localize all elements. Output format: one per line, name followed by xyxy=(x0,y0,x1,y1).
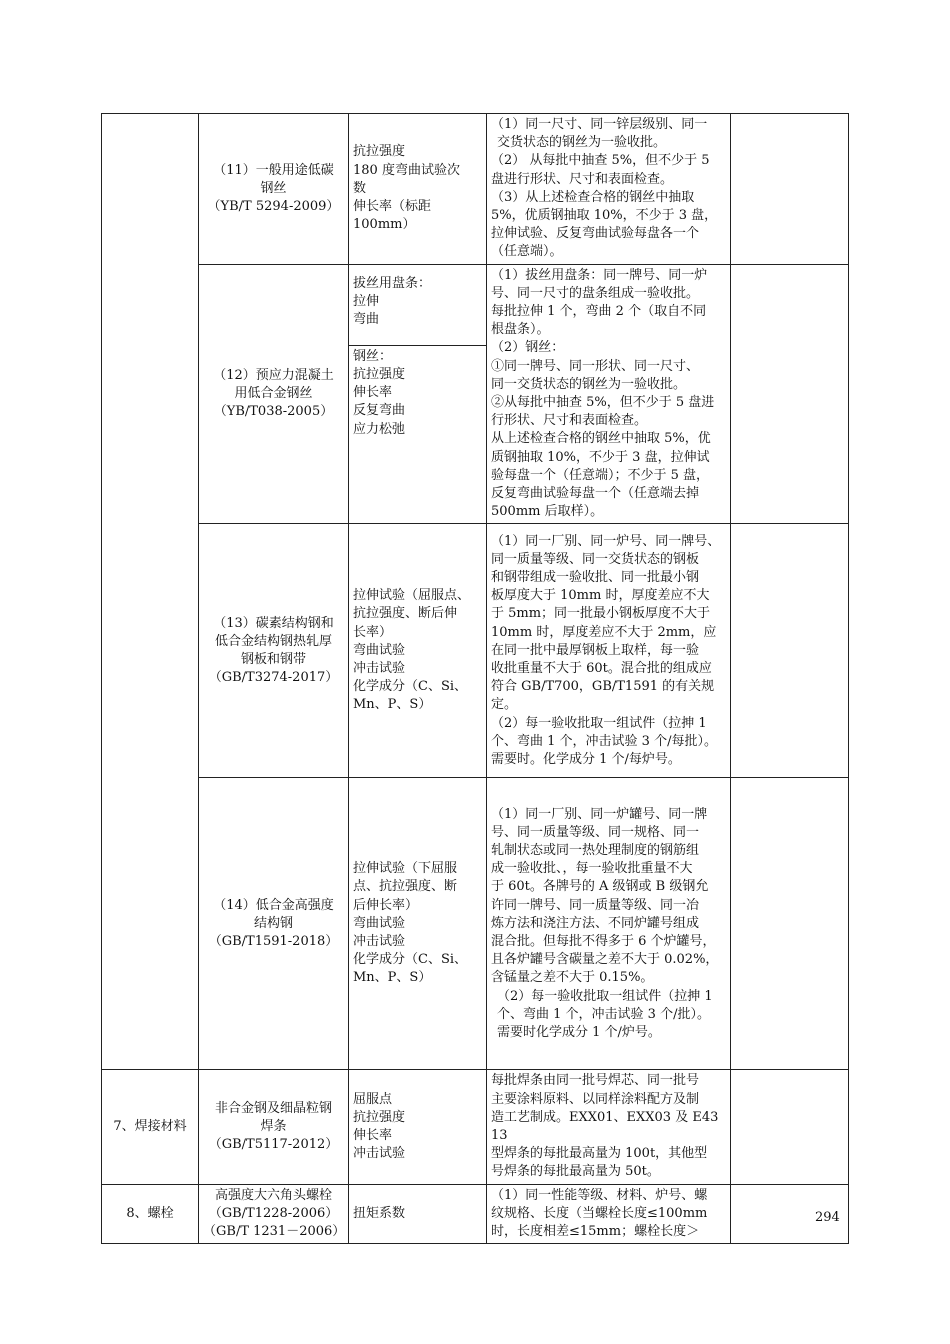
table-row xyxy=(102,524,849,778)
sampling-rule-cell: （1）同一厂别、同一炉号、同一牌号、 同一质量等级、同一交货状态的钢板 和钢带组成一验收批、同一批最小钢 板厚度大于 10mm 时，厚度差应不大 于 5mm；同一批最小钢板厚度不大于 10mm 时，厚度差应不大于 2mm，应 在同一批中最厚钢板上取样，每一验 收批重量不大于 60t。混合批的组成应 符合 GB/T700，GB/T1591 的有关规 定。 （2）每一验收批取一组试件（拉抻 1 个、弯曲 1 个，冲击试验 3 个/每批）。 需要时。化学成分 1 个/每炉号。 xyxy=(487,524,731,778)
standard-cell: （12）预应力混凝土 用低合金钢丝 （YB/T038-2005） xyxy=(199,264,349,524)
remarks-cell xyxy=(731,524,849,778)
test-items-cell: 拉伸试验（屈服点、 抗拉强度、断后伸 长率） 弯曲试验 冲击试验 化学成分（C、Si、 Mn、P、S） xyxy=(349,524,487,778)
standard-cell: 非合金钢及细晶粒钢 焊条 （GB/T5117-2012） xyxy=(199,1070,349,1184)
sampling-rule-cell: （1）拔丝用盘条：同一牌号、同一炉 号、同一尺寸的盘条组成一验收批。 每批拉伸 1 个，弯曲 2 个（取自不同 根盘条）。 （2）钢丝： ①同一牌号、同一形状、同一尺寸、 同一交货状态的钢丝为一验收批。 ②从每批中抽查 5%，但不少于 5 盘进 行形状、尺寸和表面检查。 从上述检查合格的钢丝中抽取 5%，优 质钢抽取 10%，不少于 3 盘，拉伸试 验每盘一个（任意端）；不少于 5 盘， 反复弯曲试验每盘一个（任意端去掉 500mm 后取样）。 xyxy=(487,264,731,524)
standard-cell: （11）一般用途低碳 钢丝 （YB/T 5294-2009） xyxy=(199,114,349,265)
material-test-table xyxy=(101,113,849,1244)
sampling-rule-cell: （1）同一厂别、同一炉罐号、同一牌 号、同一质量等级、同一规格、同一 轧制状态或同一热处理制度的钢筋组 成一验收批、，每一验收批重量不大 于 60t。各牌号的 A 级钢或 B 级钢允 许同一牌号、同一质量等级、同一冶 炼方法和浇注方法、不同炉罐号组成 混合批。但每批不得多于 6 个炉罐号， 且各炉罐号含碳量之差不大于 0.02%， 含锰量之差不大于 0.15%。 （2）每一验收批取一组试件（拉抻 1 个、弯曲 1 个，冲击试验 3 个/批）。 需要时化学成分 1 个/炉号。 xyxy=(487,778,731,1070)
standard-cell: 高强度大六角头螺栓 （GB/T1228-2006） （GB/T 1231－2006） xyxy=(199,1184,349,1244)
test-items-cell: 屈服点 抗拉强度 伸长率 冲击试验 xyxy=(349,1070,487,1184)
test-items-cell: 抗拉强度 180 度弯曲试验次 数 伸长率（标距 100mm） xyxy=(349,114,487,265)
sampling-rule-cell: （1）同一尺寸、同一锌层级别、同一 交货状态的钢丝为一验收批。 （2） 从每批中抽查 5%，但不少于 5 盘进行形状、尺寸和表面检查。 （3）从上述检查合格的钢丝中抽取 5%，优质钢抽取 10%，不少于 3 盘， 拉伸试验、反复弯曲试验每盘各一个 （任意端）。 xyxy=(487,114,731,265)
table-row xyxy=(102,778,849,1070)
sampling-rule-cell: （1）同一性能等级、材料、炉号、螺 纹规格、长度（当螺栓长度≤100mm 时，长度相差≤15mm；螺栓长度＞ xyxy=(487,1184,731,1244)
standard-cell: （14）低合金高强度 结构钢 （GB/T1591-2018） xyxy=(199,778,349,1070)
remarks-cell xyxy=(731,114,849,265)
remarks-cell xyxy=(731,264,849,524)
category-cell: 8、螺栓 xyxy=(102,1184,199,1244)
table-row xyxy=(102,114,849,265)
remarks-cell xyxy=(731,1070,849,1184)
page-number: 294 xyxy=(815,1210,840,1225)
test-items-cell: 扭矩系数 xyxy=(349,1184,487,1244)
test-items-cell: 拉伸试验（下屈服 点、抗拉强度、断 后伸长率） 弯曲试验 冲击试验 化学成分（C、Si、 Mn、P、S） xyxy=(349,778,487,1070)
category-cell-steel xyxy=(102,114,199,1070)
table-row xyxy=(102,1184,849,1244)
table-row xyxy=(102,264,849,345)
remarks-cell xyxy=(731,778,849,1070)
test-items-cell: 拔丝用盘条： 拉伸 弯曲 xyxy=(349,264,487,345)
test-items-cell: 钢丝： 抗拉强度 伸长率 反复弯曲 应力松弛 xyxy=(349,345,487,524)
category-cell: 7、焊接材料 xyxy=(102,1070,199,1184)
table-row xyxy=(102,1070,849,1184)
standard-cell: （13）碳素结构钢和 低合金结构钢热轧厚 钢板和钢带 （GB/T3274-2017） xyxy=(199,524,349,778)
sampling-rule-cell: 每批焊条由同一批号焊芯、同一批号 主要涂料原料、以同样涂料配方及制 造工艺制成。EXX01、EXX03 及 E4313 型焊条的每批最高量为 100t，其他型 号焊条的每批最高量为 50t。 xyxy=(487,1070,731,1184)
